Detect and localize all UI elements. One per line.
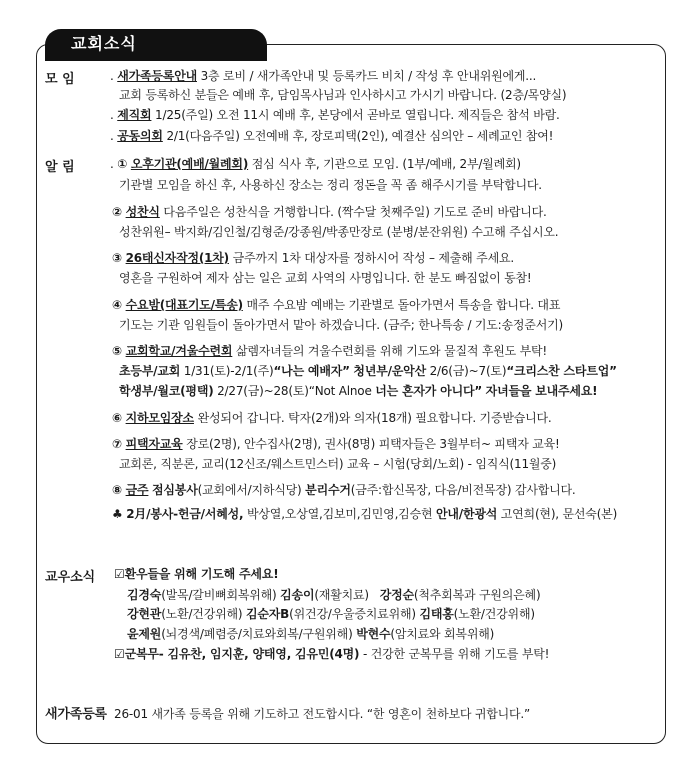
allim-item-6: ⑥ 지하모임장소 완성되어 갑니다. 탁자(2개)와 의자(18개) 필요합니다. 기증받습니다. xyxy=(112,411,552,425)
label-saegajok: 새가족등록 xyxy=(45,707,107,722)
allim-7-text2: 교회론, 직분론, 교리(12신조/웨스트민스터) 교육 – 시험(당회/노회) - 임직식(11월중) xyxy=(119,457,557,471)
allim-service-line: ♣ 2月/봉사-헌금/서혜성, 박상열,오상열,김보미,김민영,김승현 안내/한광석 고연희(현), 문선숙(본) xyxy=(112,507,618,521)
allim-2-title: 성찬식 xyxy=(125,205,160,219)
moim-newfamily-text: 3층 로비 / 새가족안내 및 등록카드 비치 / 작성 후 안내위원에게... xyxy=(200,69,537,83)
section-title: 교회소식 xyxy=(45,29,267,61)
gyowoo-military: ☑군복무- 김유찬, 임지훈, 양태영, 김유민(4명) - 건강한 군복무를 위해 기도를 부탁! xyxy=(114,647,550,661)
allim-3-title: 26태신자작정(1차) xyxy=(125,251,229,265)
moim-item-gongdong: . 공동의회 2/1(다음주일) 오전예배 후, 장로피택(2인), 예결산 심의안 – 세례교인 참여! xyxy=(110,129,554,143)
allim-2-text2: 성찬위원– 박지화/김인철/김형준/강종원/박종만장로 (분병/분잔위원) 수고해 주십시오. xyxy=(119,225,559,239)
moim-jejik-text: 1/25(주일) 오전 11시 예배 후, 본당에서 곧바로 열립니다. 제직들은 참석 바람. xyxy=(155,108,560,122)
allim-6-title: 지하모임장소 xyxy=(125,411,194,425)
allim-5-line2: 초등부/교회 1/31(토)-2/1(주)“나는 예배자” 청년부/운악산 2/6(금)~7(토)“크리스찬 스타트업” xyxy=(119,364,617,378)
allim-4-text2: 기도는 기관 임원들이 돌아가면서 맡아 하겠습니다. (금주; 한나특송 / 기도:송정준서기) xyxy=(119,318,563,332)
moim-newfamily-title: 새가족등록안내 xyxy=(117,69,197,83)
moim-item-jejik: . 제직회 1/25(주일) 오전 11시 예배 후, 본당에서 곧바로 열립니다. 제직들은 참석 바람. xyxy=(110,108,560,122)
allim-item-1: . ① 오후기관(예배/월례회) 점심 식사 후, 기관으로 모임. (1부/예배, 2부/월례회) xyxy=(110,157,521,171)
moim-newfamily-text2: 교회 등록하신 분들은 예배 후, 담임목사님과 인사하시고 가시기 바랍니다. (2층/목양실) xyxy=(119,88,567,102)
saegajok-line: 새가족등록 26-01 새가족 등록을 위해 기도하고 전도합시다. “한 영혼이 천하보다 귀합니다.” xyxy=(45,707,531,722)
gyowoo-row-2: 강현관(노환/건강위해) 김순자B(위건강/우울증치료위해) 김태홍(노환/건강위해) xyxy=(127,607,535,621)
allim-5-title: 교회학교/겨울수련회 xyxy=(125,344,233,358)
allim-item-3: ③ 26태신자작정(1차) 금주까지 1차 대상자를 정하시어 작성 – 제출해 주세요. xyxy=(112,251,514,265)
allim-4-title: 수요밤(대표기도/특송) xyxy=(125,298,243,312)
club-icon: ♣ xyxy=(112,507,123,521)
allim-item-2: ② 성찬식 다음주일은 성찬식을 거행합니다. (짝수달 첫째주일) 기도로 준비 바랍니다. xyxy=(112,205,547,219)
allim-8-title: 금주 xyxy=(125,483,149,497)
allim-item-7: ⑦ 피택자교육 장로(2명), 안수집사(2명), 권사(8명) 피택자들은 3월부터~ 피택자 교육! xyxy=(112,437,560,451)
gyowoo-head: ☑환우들을 위해 기도해 주세요! xyxy=(114,567,279,581)
allim-7-title: 피택자교육 xyxy=(125,437,183,451)
checkbox-icon: ☑ xyxy=(114,647,125,661)
allim-1-text2: 기관별 모임을 하신 후, 사용하신 장소는 정리 정돈을 꼭 좀 해주시기를 부탁합니다. xyxy=(119,178,542,192)
allim-1-title: 오후기관(예배/월례회) xyxy=(130,157,249,171)
gyowoo-row-1: 김경숙(발목/갈비뼈회복위해) 김송이(재활치료) 강정순(척추회복과 구원의은혜) xyxy=(127,588,541,602)
label-gyowoo: 교우소식 xyxy=(45,570,96,585)
allim-item-5: ⑤ 교회학교/겨울수련회 삶렘자녀들의 겨울수련회를 위해 기도와 물질적 후원도 부탁! xyxy=(112,344,548,358)
moim-gongdong-title: 공동의회 xyxy=(117,129,163,143)
gyowoo-row-3: 윤제원(뇌경색/폐렴증/치료와회복/구원위해) 박현수(암치료와 회복위해) xyxy=(127,627,495,641)
label-allim: 알 림 xyxy=(45,160,75,175)
moim-jejik-title: 제직회 xyxy=(117,108,152,122)
label-moim: 모 임 xyxy=(45,72,75,87)
moim-gongdong-text: 2/1(다음주일) 오전예배 후, 장로피택(2인), 예결산 심의안 – 세례교인 참여! xyxy=(166,129,554,143)
moim-item-newfamily: . 새가족등록안내 3층 로비 / 새가족안내 및 등록카드 비치 / 작성 후 안내위원에게... xyxy=(110,69,537,83)
allim-5-line3: 학생부/월코(평택) 2/27(금)~28(토)“Not Alnoe 너는 혼자가 아니다” 자녀들을 보내주세요! xyxy=(119,384,598,398)
allim-item-4: ④ 수요밤(대표기도/특송) 매주 수요밤 예배는 기관별로 돌아가면서 특송을 합니다. 대표 xyxy=(112,298,561,312)
checkbox-icon: ☑ xyxy=(114,567,125,581)
allim-3-text2: 영혼을 구원하여 제자 삼는 일은 교회 사역의 사명입니다. 한 분도 빠짐없이 동참! xyxy=(119,271,532,285)
allim-item-8: ⑧ 금주 점심봉사(교회에서/지하식당) 분리수거(금주:합신목장, 다음/비전목장) 감사합니다. xyxy=(112,483,576,497)
